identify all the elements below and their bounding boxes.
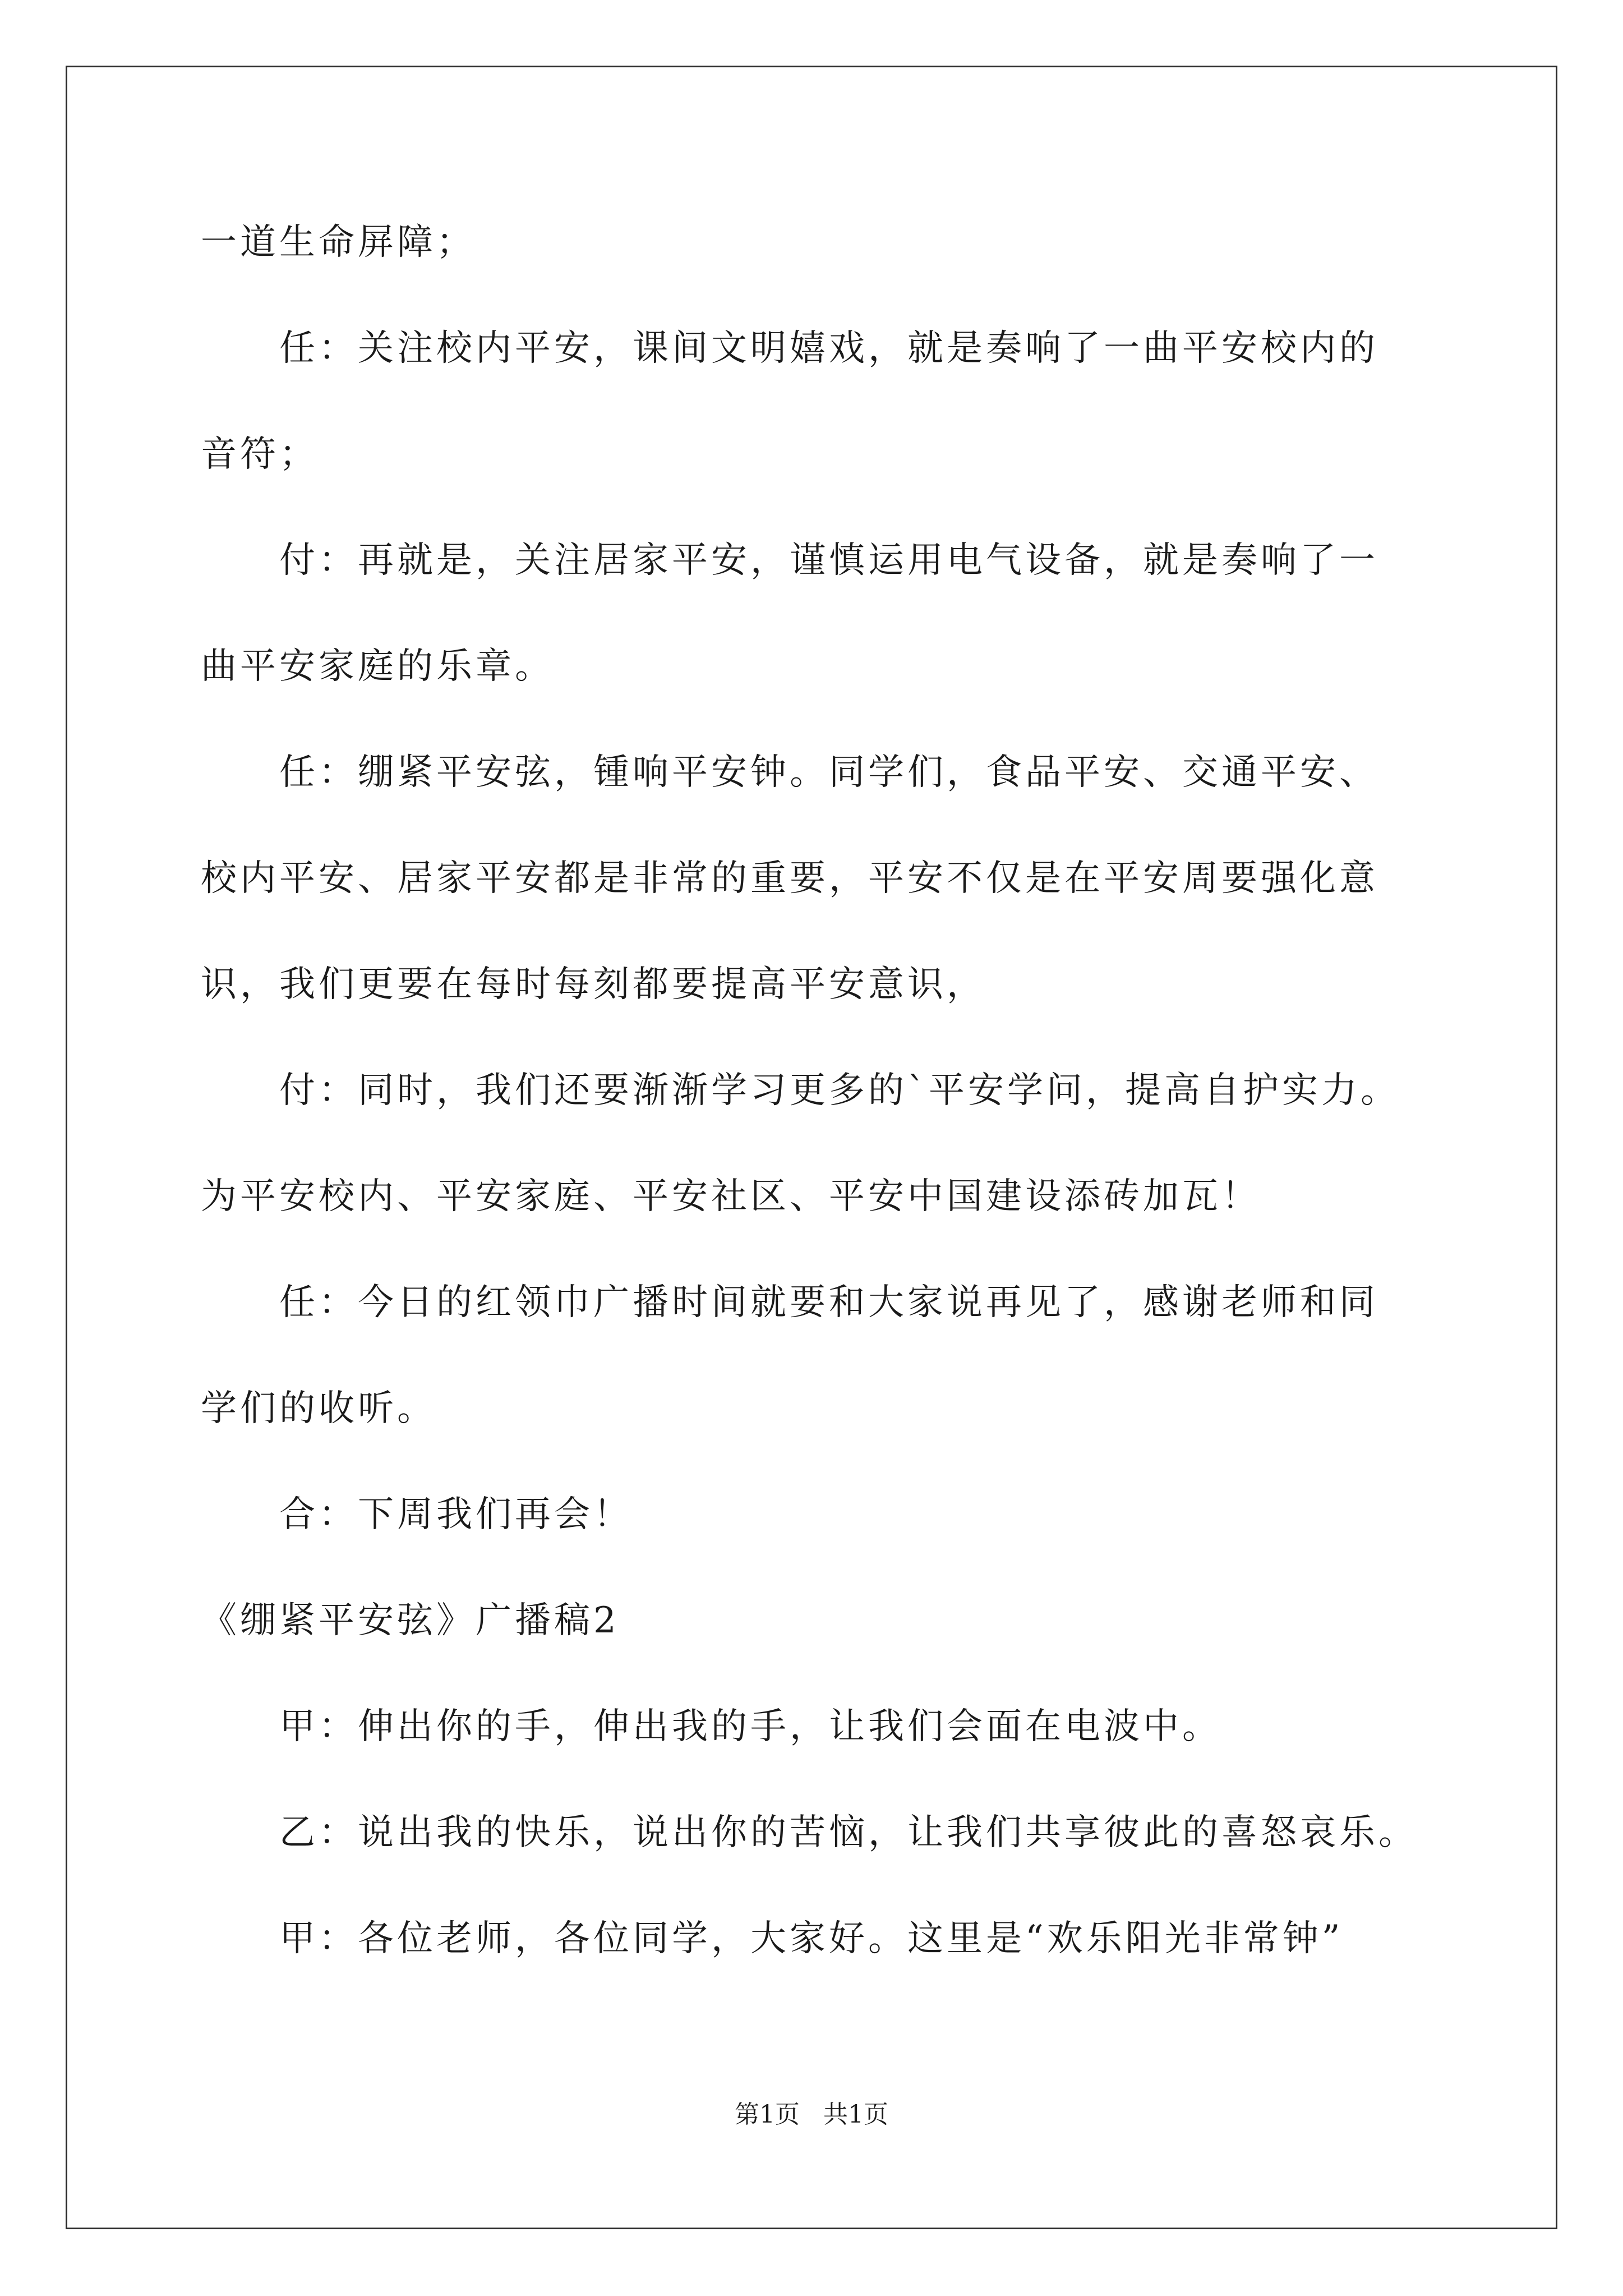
text-line: 曲平安家庭的乐章。 (201, 646, 554, 687)
section-heading: 《绷紧平安弦》广播稿2 (201, 1600, 620, 1641)
text-line: 付：同时，我们还要渐渐学习更多的`平安学问，提高自护实力。 (279, 1070, 1400, 1111)
text-line: 一道生命屏障； (201, 222, 476, 263)
text-line: 识，我们更要在每时每刻都要提高平安意识， (201, 964, 986, 1005)
text-line: 音符； (201, 434, 319, 475)
text-line: 甲：各位老师，各位同学，大家好。这里是“欢乐阳光非常钟” (279, 1918, 1344, 1959)
text-line: 付：再就是，关注居家平安，谨慎运用电气设备，就是奏响了一 (279, 540, 1378, 581)
page-number: 第1页 (735, 2100, 800, 2129)
text-line: 学们的收听。 (201, 1388, 436, 1429)
text-line: 甲：伸出你的手，伸出我的手，让我们会面在电波中。 (279, 1706, 1221, 1747)
text-line: 任：绷紧平安弦，锺响平安钟。同学们，食品平安、交通平安、 (279, 752, 1378, 793)
text-line: 校内平安、居家平安都是非常的重要，平安不仅是在平安周要强化意 (201, 858, 1378, 899)
page-total: 共1页 (823, 2100, 888, 2129)
text-line: 任：关注校内平安，课间文明嬉戏，就是奏响了一曲平安校内的 (279, 328, 1378, 369)
text-line: 任：今日的红领巾广播时间就要和大家说再见了，感谢老师和同 (279, 1282, 1378, 1323)
text-line: 乙：说出我的快乐，说出你的苦恼，让我们共享彼此的喜怒哀乐。 (279, 1812, 1418, 1853)
page-footer (0, 2102, 1623, 2127)
text-line: 为平安校内、平安家庭、平安社区、平安中国建设添砖加瓦！ (201, 1176, 1261, 1217)
text-line: 合：下周我们再会！ (279, 1494, 633, 1535)
page-frame (66, 66, 1557, 2229)
